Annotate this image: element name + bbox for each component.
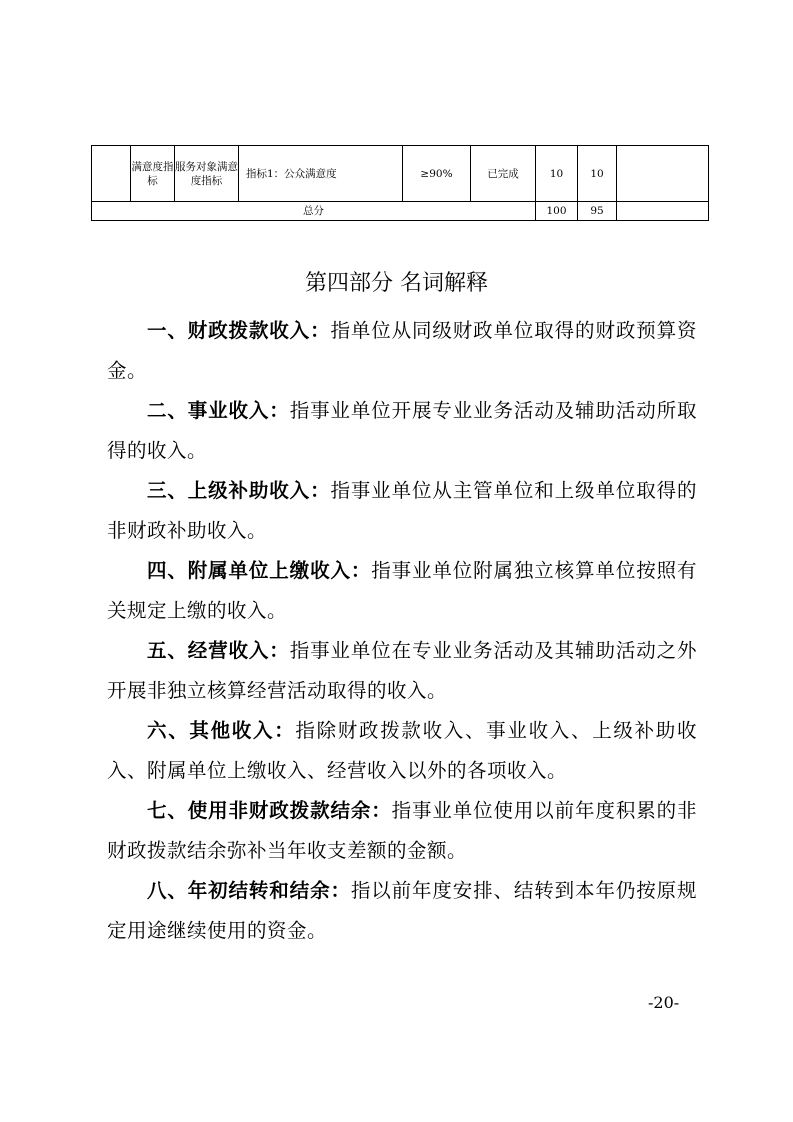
definition-term: 七、使用非财政拨款结余： [147, 799, 392, 822]
definition-text: 指除财政拨款收入、事业收入、上级补助收入、附属单位上缴收入、经营收入以外的各项收入。 [107, 719, 697, 782]
definition-term: 六、其他收入： [147, 719, 296, 742]
definition-item [107, 471, 697, 551]
table-row [92, 146, 709, 202]
total-label-cell: 总分 [92, 202, 536, 221]
definition-term: 一、财政拨款收入： [147, 319, 331, 342]
definition-text: 指事业单位开展专业业务活动及辅助活动所取得的收入。 [107, 399, 697, 462]
definition-item [107, 391, 697, 471]
total-row [92, 202, 709, 221]
definition-term: 五、经营收入： [147, 639, 290, 662]
total-weight-cell: 100 [536, 202, 578, 221]
definition-text: 指事业单位从主管单位和上级单位取得的非财政补助收入。 [107, 479, 697, 542]
definition-item [107, 551, 697, 631]
definitions-list [107, 311, 697, 951]
definition-text: 指事业单位附属独立核算单位按照有关规定上缴的收入。 [107, 559, 697, 622]
definition-text: 指以前年度安排、结转到本年仍按原规定用途继续使用的资金。 [107, 879, 697, 942]
definition-term: 四、附属单位上缴收入： [147, 559, 372, 582]
sub-category-cell: 满意度指标 [131, 146, 175, 202]
total-note-cell [617, 202, 709, 221]
definition-text: 指事业单位在专业业务活动及其辅助活动之外开展非独立核算经营活动取得的收入。 [107, 639, 697, 702]
section-title: 第四部分 名词解释 [305, 271, 488, 296]
definition-term: 三、上级补助收入： [147, 479, 331, 502]
score-cell: 10 [578, 146, 617, 202]
definition-item [107, 711, 697, 791]
note-cell [617, 146, 709, 202]
definition-item [107, 311, 697, 391]
total-score-cell: 95 [578, 202, 617, 221]
definition-text: 指单位从同级财政单位取得的财政预算资金。 [107, 319, 697, 382]
performance-table [91, 145, 709, 221]
category-cell: 服务对象满意度指标 [175, 146, 239, 202]
weight-cell: 10 [536, 146, 578, 202]
indicator-cell: 指标1：公众满意度 [239, 146, 403, 202]
target-cell: ≥90% [403, 146, 471, 202]
definition-item [107, 871, 697, 951]
definition-item [107, 631, 697, 711]
page-number: -20- [648, 993, 680, 1012]
definition-text: 指事业单位使用以前年度积累的非财政拨款结余弥补当年收支差额的金额。 [107, 799, 697, 862]
level1-cell [92, 146, 131, 202]
definition-term: 八、年初结转和结余： [147, 879, 351, 902]
definition-item [107, 791, 697, 871]
definition-term: 二、事业收入： [147, 399, 290, 422]
status-cell: 已完成 [471, 146, 536, 202]
